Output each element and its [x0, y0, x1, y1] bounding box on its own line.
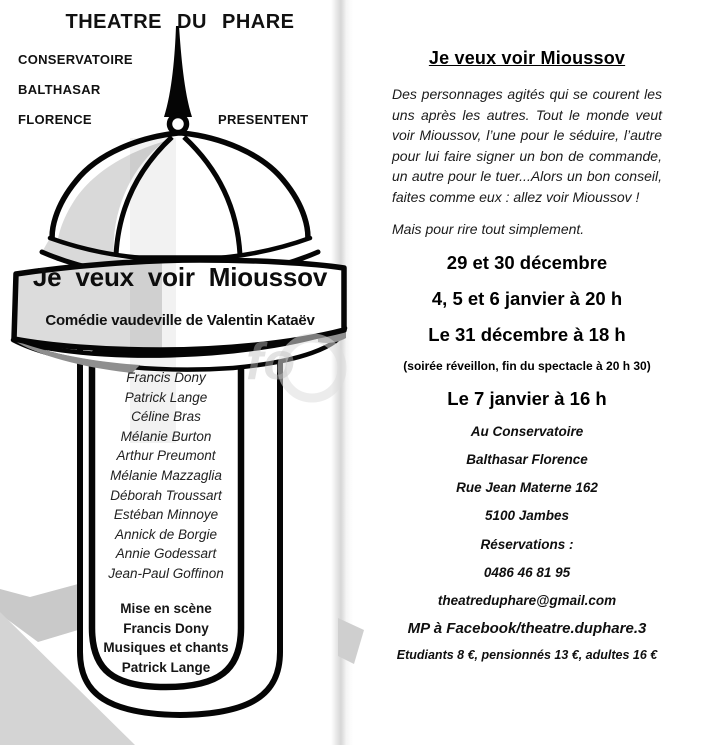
prices-line: Etudiants 8 €, pensionnés 13 €, adultes 16 €: [396, 647, 658, 662]
present-word: PRESENTENT: [218, 112, 309, 127]
shadow-right-blob: [338, 618, 364, 664]
facebook-line: MP à Facebook/theatre.duphare.3: [407, 619, 647, 637]
spire-shape: [164, 26, 192, 117]
watermark-text: fo: [246, 333, 296, 391]
date-note: (soirée réveillon, fin du spectacle à 20 h 30): [403, 358, 651, 373]
poster-title: THEATRE DU PHARE: [65, 11, 295, 33]
email-address: theatreduphare@gmail.com: [437, 593, 617, 609]
org-line-florence: FLORENCE: [18, 112, 92, 127]
list-item: Mise en scène: [120, 601, 212, 616]
list-item: Patrick Lange: [121, 660, 211, 676]
venue-line-1: Au Conservatoire: [470, 423, 584, 439]
list-item: Annie Godessart: [115, 546, 217, 562]
cast-list: [91, 368, 241, 584]
list-item: Mélanie Mazzaglia: [110, 467, 222, 483]
org-line-conservatoire: CONSERVATOIRE: [18, 52, 133, 67]
list-item: Arthur Preumont: [116, 448, 216, 464]
tagline: Mais pour rire tout simplement.: [392, 220, 585, 237]
date-line-3: Le 31 décembre à 18 h: [428, 323, 626, 345]
list-item: Annick de Borgie: [114, 526, 218, 542]
list-item: Mélanie Burton: [120, 428, 212, 444]
details-column: [386, 0, 668, 662]
venue-line-2: Balthasar Florence: [466, 451, 588, 467]
venue-line-3: Rue Jean Materne 162: [456, 480, 598, 496]
spire-ring: [170, 116, 187, 133]
credits-list: [91, 599, 241, 678]
list-item: Patrick Lange: [124, 389, 208, 405]
list-item: Francis Dony: [123, 620, 209, 636]
list-item: Musiques et chants: [103, 640, 229, 656]
details-heading: Je veux voir Mioussov: [428, 48, 626, 68]
venue-line-4: 5100 Jambes: [484, 508, 570, 524]
list-item: Francis Dony: [126, 370, 206, 385]
phone-number: 0486 46 81 95: [483, 565, 571, 581]
date-line-2: 4, 5 et 6 janvier à 20 h: [431, 287, 623, 309]
date-line-1: 29 et 30 décembre: [446, 251, 608, 273]
list-item: Déborah Troussart: [110, 487, 222, 503]
reservations-label: Réservations :: [480, 536, 574, 552]
synopsis-paragraph: Des personnages agités qui se courent les uns après les autres. Tout le monde veut voir Mioussov, l’une pour le séduire, l’autre pour lui faire signer un bon de commande, un autre pour le tuer...Alors un bon conseil, faites comme eux : allez voir Mioussov !: [392, 86, 662, 205]
banner-show-title: Je veux voir Mioussov: [32, 262, 328, 292]
list-item: Estéban Minnoye: [113, 507, 219, 523]
list-item: Jean-Paul Goffinon: [108, 565, 224, 581]
list-item: Céline Bras: [131, 409, 201, 425]
org-line-balthasar: BALTHASAR: [18, 82, 101, 97]
date-line-4: Le 7 janvier à 16 h: [447, 387, 607, 409]
banner-subtitle: Comédie vaudeville de Valentin Kataëv: [45, 312, 315, 329]
